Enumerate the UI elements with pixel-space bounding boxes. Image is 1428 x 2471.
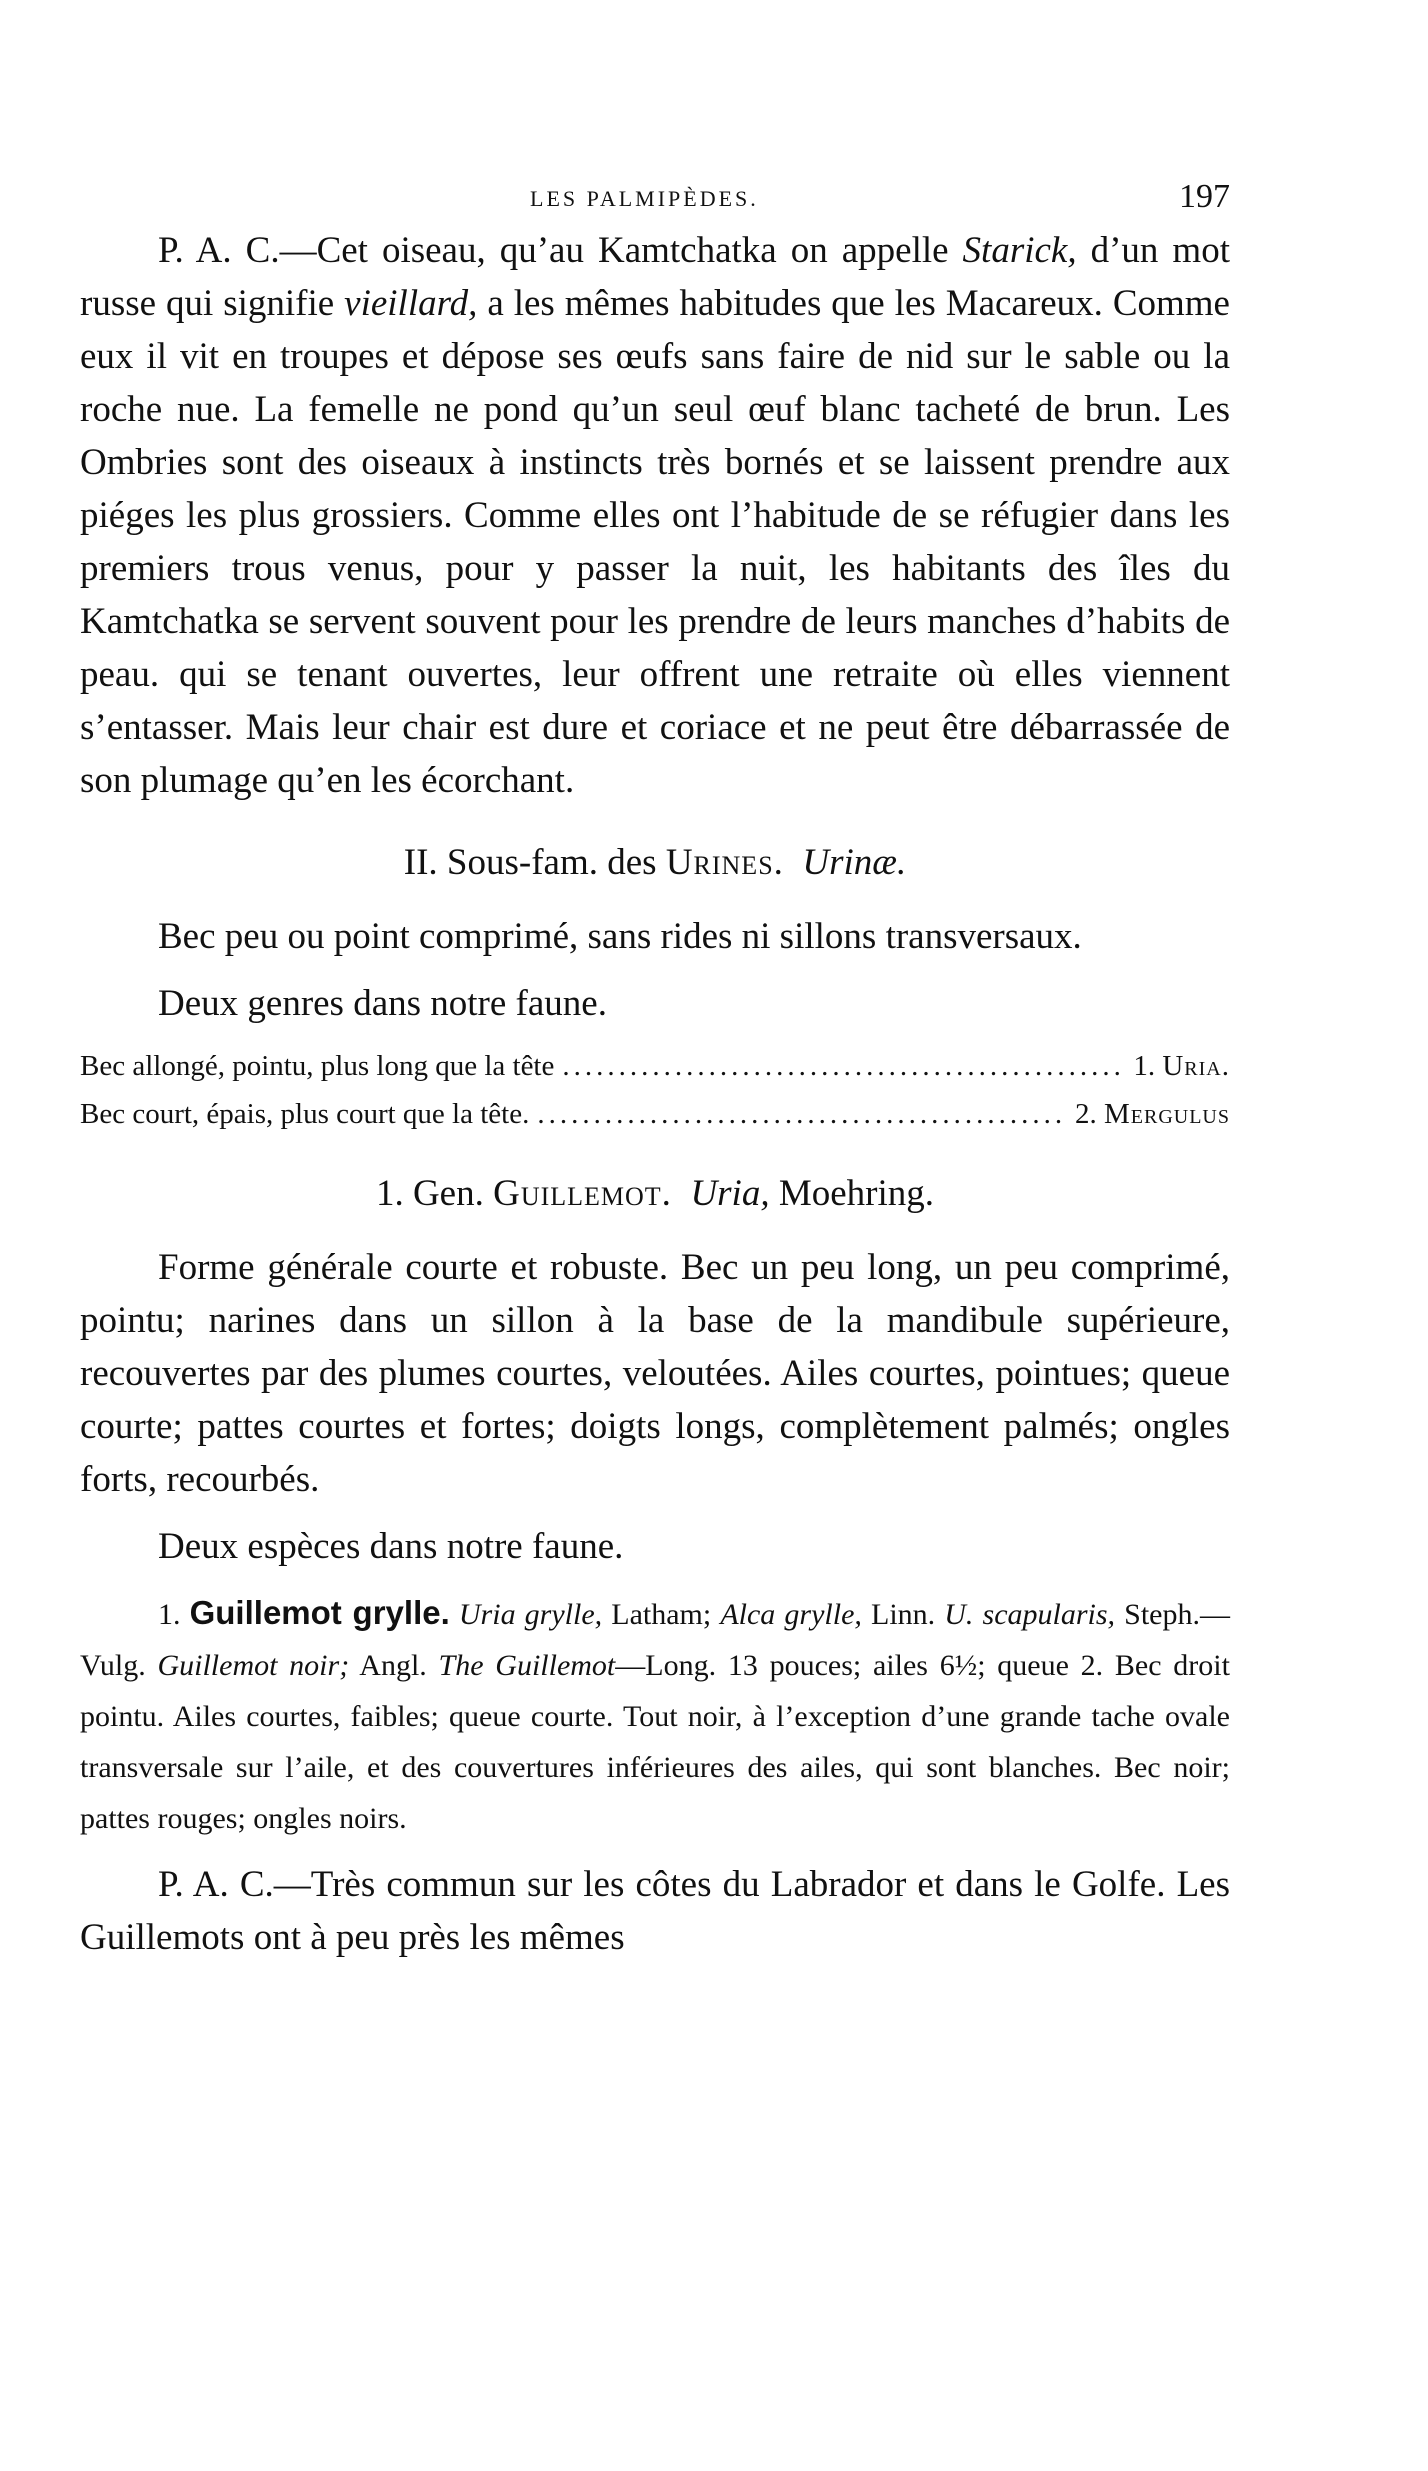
spacer: [80, 1844, 1230, 1858]
italic-term: vieillard,: [344, 283, 478, 324]
text-run: d’un mot russe qui signifie: [80, 230, 1230, 324]
paragraph-pac-guillemot: P. A. C.—Très commun sur les côtes du Labrador et dans le Golfe. Les Guillemots ont à peu près les mêmes: [80, 1864, 1230, 1958]
vernacular-name: Guillemot noir;: [157, 1649, 350, 1682]
species-entry: [80, 1587, 1230, 1844]
species-number: 1.: [158, 1598, 190, 1631]
species-description: —Long. 13 pouces; ailes 6½; queue 2. Bec droit pointu. Ailes courtes, faibles; queue courte. Tout noir, à l’exception d’une grande tache ovale transversale sur l’aile, et des couvertures inférieures des ailes, qui sont blanches. Bec noir; pattes rouges; ongles noirs.: [80, 1649, 1230, 1835]
paragraph-pac-ombrie: [80, 224, 1230, 807]
text-run: Angl.: [349, 1649, 439, 1682]
key-genus-name: Mergulus: [1103, 1098, 1230, 1130]
paragraph-species-count: Deux espèces dans notre faune.: [158, 1526, 624, 1567]
key-target: [1075, 1090, 1230, 1138]
page-number: 197: [1179, 178, 1230, 215]
key-target: [1133, 1042, 1230, 1090]
paragraph-subfamily-description: Bec peu ou point comprimé, sans rides ni sillons transversaux.: [158, 916, 1082, 957]
subfamily-name: Urines.: [665, 842, 784, 883]
leader-dots: [562, 1042, 1125, 1090]
key-genus-name: Uria.: [1162, 1050, 1230, 1082]
text-run: Steph.—Vulg.: [80, 1598, 1230, 1682]
italic-term: Starick,: [962, 230, 1077, 271]
text-run: a les mêmes habitudes que les Macareux. Comme eux il vit en troupes et dépose ses œufs sans faire de nid sur le sable ou la roche nue. La femelle ne pond qu’un seul œuf blanc tacheté de brun. Les Ombries sont des oiseaux à instincts très bornés et se laissent prendre aux piéges les plus grossiers. Comme elles ont l’habitude de se réfugier dans les premiers trous venus, pour y passer la nuit, les habitants des îles du Kamtchatka se servent souvent pour les prendre de leurs manches d’habits de peau. qui se tenant ouvertes, leur offrent une retraite où elles viennent s’entasser. Mais leur chair est dure et coriace et ne peut être débarrassée de son plumage qu’en les écorchant.: [80, 283, 1230, 801]
species-name: Guillemot grylle.: [189, 1594, 450, 1631]
genus-latin: Uria,: [690, 1173, 770, 1214]
spacer: [80, 963, 1230, 977]
spacer: [80, 1573, 1230, 1587]
spacer: [80, 1506, 1230, 1520]
key-row-uria: [80, 1042, 1230, 1090]
text-run: Latham;: [602, 1598, 721, 1631]
key-description: Bec court, épais, plus court que la tête.: [80, 1098, 530, 1130]
book-page: [80, 150, 1230, 1964]
synonym: Uria grylle,: [458, 1598, 603, 1631]
genus-author: Moehring.: [769, 1173, 935, 1214]
subfamily-prefix: II. Sous-fam. des: [403, 842, 666, 883]
key-row-mergulus: [80, 1090, 1230, 1138]
spacer: [80, 210, 1230, 224]
genus-heading: [80, 1166, 1230, 1221]
paragraph-genera-count: Deux genres dans notre faune.: [158, 983, 607, 1024]
key-number: 2.: [1074, 1098, 1097, 1130]
page-header: [80, 150, 1230, 215]
english-name: The Guillemot: [438, 1649, 616, 1682]
genus-key: [80, 1042, 1230, 1138]
subfamily-latin: Urinæ.: [802, 842, 907, 883]
running-head: LES PALMIPÈDES.: [530, 186, 759, 211]
genus-number: 1. Gen.: [375, 1173, 494, 1214]
leader-dots: [537, 1090, 1067, 1138]
synonym: Alca grylle,: [720, 1598, 862, 1631]
key-number: 1.: [1133, 1050, 1156, 1082]
paragraph-genus-description: Forme générale courte et robuste. Bec un peu long, un peu comprimé, pointu; narines dans un sillon à la base de la mandibule supérieure, recouvertes par des plumes courtes, veloutées. Ailes courtes, pointues; queue courte; pattes courtes et fortes; doigts longs, complètement palmés; ongles forts, recourbés.: [80, 1247, 1230, 1500]
subfamily-heading: [80, 835, 1230, 890]
synonym: U. scapularis,: [944, 1598, 1116, 1631]
key-description: Bec allongé, pointu, plus long que la tête: [80, 1050, 555, 1082]
text-run: Linn.: [861, 1598, 945, 1631]
text-run: P. A. C.—Cet oiseau, qu’au Kamtchatka on appelle: [158, 230, 963, 271]
genus-name: Guillemot.: [493, 1173, 672, 1214]
